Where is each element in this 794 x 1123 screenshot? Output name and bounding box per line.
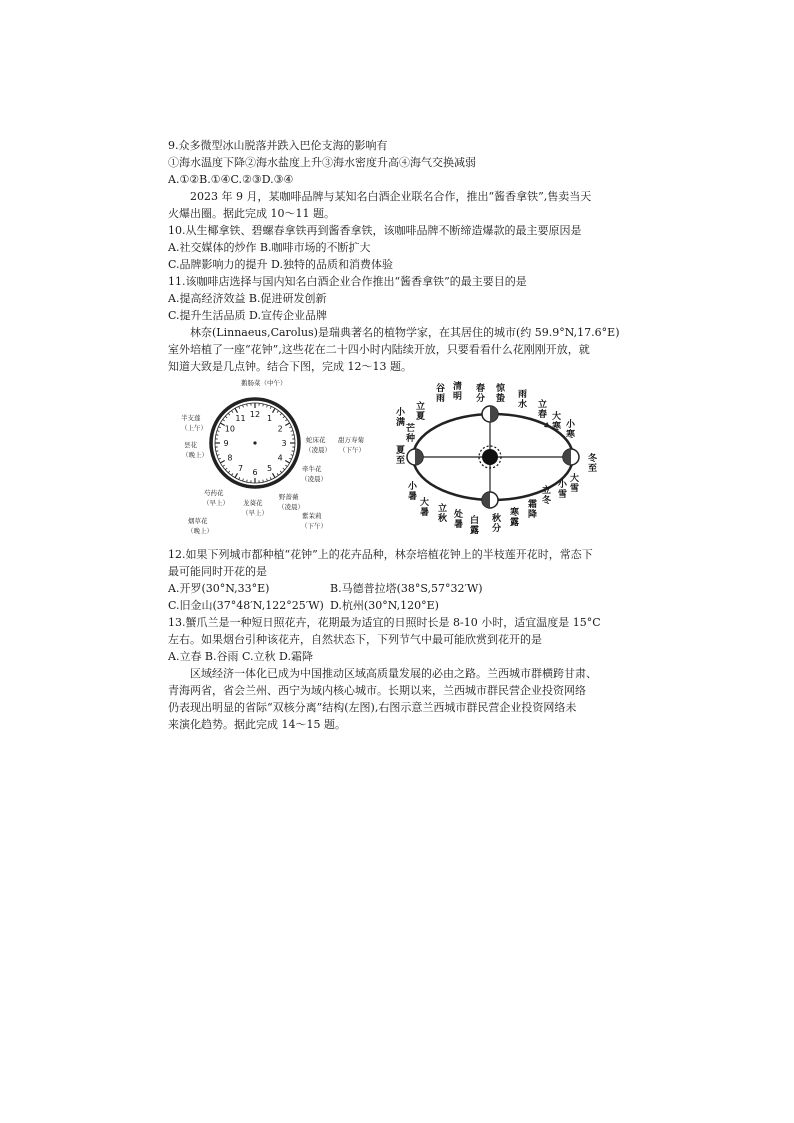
sun-icon <box>479 446 501 468</box>
clock-tick <box>220 461 224 464</box>
clock-tick <box>225 416 227 418</box>
clock-tick <box>217 455 219 456</box>
solar-term-label: 白露 <box>470 516 480 536</box>
q10-options-ab: A.社交媒体的炒作 B.咖啡市场的不断扩大 <box>168 241 371 254</box>
solar-term-label: 大雪 <box>570 474 580 494</box>
solar-term-label: 立秋 <box>438 504 448 524</box>
flower-label-yeqiangwei-time: （凌晨） <box>278 503 304 511</box>
solar-term-label: 惊蛰 <box>496 384 506 404</box>
solar-term-label: 冬至 <box>588 454 598 474</box>
clock-tick <box>270 477 271 479</box>
clock-tick <box>263 480 264 482</box>
flower-label-yeqiangwei: 野蔷薇 <box>279 493 299 501</box>
clock-number: 6 <box>252 468 258 477</box>
clock-tick <box>225 468 227 470</box>
clock-tick <box>273 473 276 477</box>
clock-number: 9 <box>223 439 229 448</box>
q12-options-cd <box>168 597 608 614</box>
earth-icon-spring <box>482 406 498 422</box>
clock-number: 10 <box>224 424 235 434</box>
q12-option-a: A.开罗(30°N,33°E) <box>168 582 270 595</box>
flower-label-qianniuhua: 牵牛花 <box>302 465 322 473</box>
upper-text <box>168 137 620 375</box>
flower-label-zimoli: 紫茉莉 <box>302 512 322 520</box>
passage2-line3: 知道大致是几点钟。结合下图，完成 12～13 题。 <box>168 360 412 373</box>
solar-term-label: 谷雨 <box>436 384 446 404</box>
flower-label-tanhua: 昙花 <box>184 441 197 449</box>
earth-icon-autumn <box>482 492 498 508</box>
clock-tick <box>216 451 218 452</box>
q13-options: A.立春 B.谷雨 C.立秋 D.霜降 <box>168 650 313 663</box>
clock-tick <box>277 473 278 475</box>
clock-tick <box>267 405 268 407</box>
clock-tick <box>239 477 240 479</box>
earth-icon-summer <box>407 449 423 465</box>
clock-tick <box>243 479 244 481</box>
clock-tick <box>239 406 240 408</box>
clock-number: 2 <box>277 424 283 434</box>
clock-tick <box>280 471 282 473</box>
clock-tick <box>235 408 238 412</box>
solar-term-label: 立夏 <box>416 402 426 422</box>
solar-term-label: 小满 <box>396 408 406 428</box>
clock-tick <box>223 465 225 466</box>
solar-term-label: 寒露 <box>510 508 520 528</box>
clock-number: 3 <box>281 439 287 448</box>
clock-tick <box>218 458 220 459</box>
passage3-line3: 仍表现出明显的省际“双核分离”结构(左图),右图示意兰西城市群民营企业投资网络未 <box>168 701 577 714</box>
clock-tick <box>263 404 264 406</box>
q10-stem: 10.从生椰拿铁、碧螺春拿铁再到酱香拿铁，该咖啡品牌不断缔造爆款的最主要原因是 <box>168 224 582 237</box>
solar-terms-figure <box>390 377 605 537</box>
q12-option-d: D.杭州(30°N,120°E) <box>330 599 439 612</box>
q13-stem-line1: 13.蟹爪兰是一种短日照花卉，花期最为适宜的日照时长是 8-10 小时，适宜温度是 15°C <box>168 616 601 629</box>
clock-face <box>211 399 299 487</box>
lower-text <box>168 546 608 733</box>
passage3-line4: 来演化趋势。据此完成 14～15 题。 <box>168 718 346 731</box>
flower-label-shechuanghua: 蛇床花 <box>306 436 326 444</box>
flower-label-tanhua-time: （晚上） <box>182 451 208 459</box>
q10-options-cd: C.品牌影响力的提升 D.独特的品质和消费体验 <box>168 258 393 271</box>
flower-label-yancaohua: 烟草花 <box>188 517 208 525</box>
solar-term-label: 清明 <box>453 382 463 402</box>
passage2-line2: 室外培植了一座“花钟”,这些花在二十四小时内陆续开放，只要看看什么花刚刚开放，就 <box>168 343 590 356</box>
flower-label-longkuihua: 龙葵花 <box>243 499 263 507</box>
clock-tick <box>291 431 293 432</box>
clock-tick <box>243 405 244 407</box>
q11-options-cd: C.提升生活品质 D.宣传企业品牌 <box>168 309 327 322</box>
flower-label-qianniuhua-time: （凌晨） <box>301 475 327 483</box>
q9-items: ①海水温度下降②海水盐度上升③海水密度升高④海气交换减弱 <box>168 156 476 169</box>
solar-term-label: 小雪 <box>558 480 568 500</box>
clock-tick <box>223 419 225 420</box>
clock-tick <box>247 404 248 406</box>
clock-number: 5 <box>266 464 273 474</box>
clock-tick <box>283 468 285 470</box>
clock-tick <box>285 465 287 466</box>
solar-term-label: 芒种 <box>406 424 416 444</box>
q9-options: A.①②B.①④C.②③D.③④ <box>168 173 294 186</box>
solar-term-label: 立冬 <box>542 486 552 506</box>
flower-label-banzhilian-time: （上午） <box>181 424 207 432</box>
clock-tick <box>270 406 271 408</box>
clock-tick <box>285 419 287 420</box>
flower-label-yancaohua-time: （晚上） <box>187 527 213 535</box>
q11-stem: 11.该咖啡店选择与国内知名白酒企业合作推出“酱香拿铁”的最主要目的是 <box>168 275 527 288</box>
flower-label-shechuanghua-time: （凌晨） <box>305 446 331 454</box>
clock-tick <box>228 413 230 415</box>
clock-tick <box>216 435 218 436</box>
clock-tick <box>235 473 238 477</box>
clock-number: 7 <box>237 464 244 474</box>
clock-tick <box>273 408 276 412</box>
solar-term-label: 大暑 <box>420 498 430 518</box>
clock-tick <box>247 480 248 482</box>
clock-number: 4 <box>277 453 283 463</box>
solar-term-label: 小寒 <box>566 420 576 440</box>
clock-tick <box>267 479 268 481</box>
flower-label-shaoyaohua-time: （早上） <box>203 499 229 507</box>
q12-stem-line2: 最可能同时开花的是 <box>168 565 267 578</box>
clock-center <box>253 441 256 444</box>
solar-term-label: 小暑 <box>408 482 418 502</box>
clock-tick <box>292 435 294 436</box>
clock-number: 1 <box>266 413 273 423</box>
passage1-line2: 火爆出圈。据此完成 10～11 题。 <box>168 207 335 220</box>
passage2-line1: 林奈(Linnaeus,Carolus)是瑞典著名的植物学家，在其居住的城市(约 59.9°N,17.6°E) <box>190 326 620 339</box>
clock-tick <box>289 427 291 428</box>
q9-stem: 9.众多微型冰山脱落并跌入巴伦支海的影响有 <box>168 139 388 152</box>
clock-tick <box>285 423 289 426</box>
clock-tick <box>292 451 294 452</box>
flower-label-longkuihua-time: （早上） <box>242 509 268 517</box>
flower-label-tianwanshouju: 甜万寿菊 <box>338 436 364 444</box>
flower-label-tianwanshouju-time: （下午） <box>339 446 365 454</box>
clock-tick <box>277 411 278 413</box>
q12-stem-line1: 12.如果下列城市都种植“花钟”上的花卉品种，林奈培植花钟上的半枝莲开花时，常态下 <box>168 548 593 561</box>
clock-tick <box>218 427 220 428</box>
solar-term-label: 雨水 <box>518 390 528 410</box>
solar-term-label: 春分 <box>476 384 486 404</box>
q13-stem-line2: 左右。如果烟台引种该花卉，自然状态下，下列节气中最可能欣赏到花开的是 <box>168 633 542 646</box>
passage3-line1: 区域经济一体化已成为中国推动区域高质量发展的必由之路。兰西城市群横跨甘肃、 <box>190 667 597 680</box>
clock-tick <box>285 461 289 464</box>
q12-options-ab <box>168 580 608 597</box>
q12-option-c: C.旧金山(37°48′N,122°25′W) <box>168 599 324 612</box>
clock-tick <box>228 471 230 473</box>
flower-label-ehchangcai: 鹅肠菜（中午） <box>241 379 287 387</box>
solar-term-label: 秋分 <box>492 514 502 534</box>
passage1-line1: 2023 年 9 月，某咖啡品牌与某知名白酒企业联名合作，推出“酱香拿铁”,售卖当天 <box>190 190 592 203</box>
clock-tick <box>283 416 285 418</box>
clock-number: 12 <box>249 410 261 419</box>
clock-tick <box>231 473 232 475</box>
clock-tick <box>289 458 291 459</box>
flower-label-shaoyaohua: 芍药花 <box>204 489 224 497</box>
earth-icon-winter <box>563 449 579 465</box>
solar-term-label: 霜降 <box>528 500 538 520</box>
clock-tick <box>291 455 293 456</box>
clock-tick <box>217 431 219 432</box>
clock-number: 8 <box>227 453 233 463</box>
solar-term-label: 处暑 <box>454 510 464 530</box>
q12-option-b: B.马德普拉塔(38°S,57°32′W) <box>330 582 483 595</box>
clock-tick <box>231 411 232 413</box>
solar-term-label: 立春 <box>538 400 548 420</box>
q11-options-ab: A.提高经济效益 B.促进研发创新 <box>168 292 327 305</box>
flower-clock-figure <box>175 375 380 535</box>
solar-term-label: 大寒 <box>552 412 562 432</box>
passage3-line2: 青海两省，省会兰州、西宁为域内核心城市。长期以来，兰西城市群民营企业投资网络 <box>168 684 586 697</box>
clock-number: 11 <box>235 413 246 423</box>
flower-label-zimoli-time: （下午） <box>301 522 327 530</box>
clock-tick <box>280 413 282 415</box>
flower-label-banzhilian: 半支莲 <box>181 414 201 422</box>
solar-term-label: 夏至 <box>396 446 406 466</box>
